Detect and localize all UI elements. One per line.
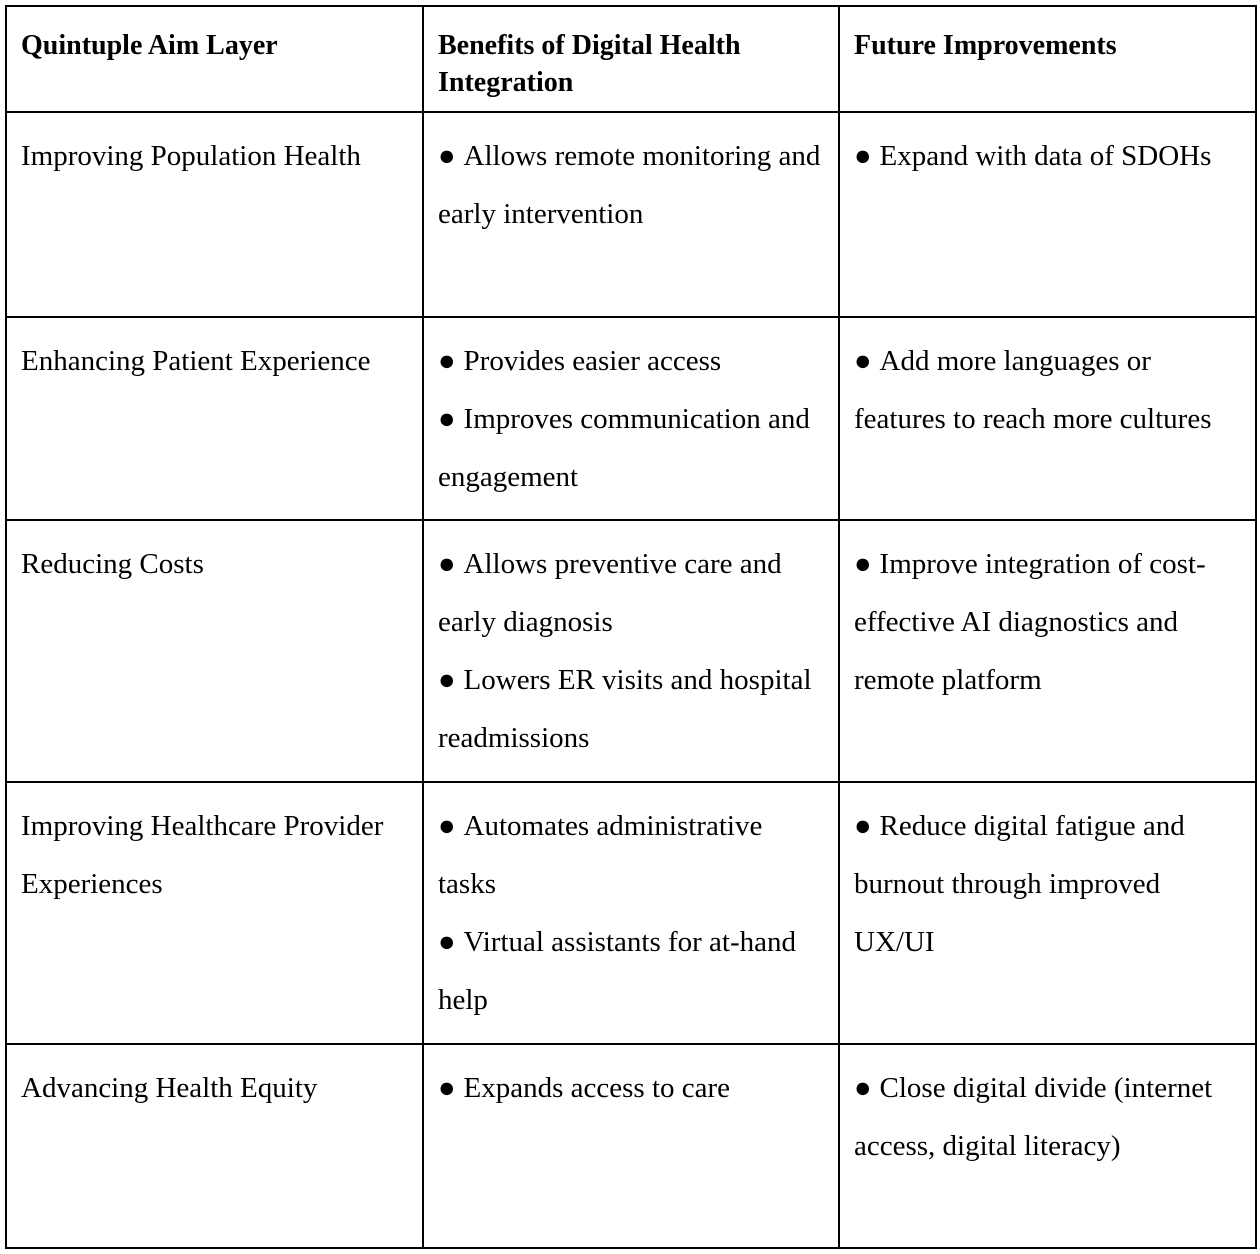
bullet-icon: ● (438, 548, 456, 580)
benefits-cell (423, 1044, 839, 1248)
bullet-icon: ● (438, 810, 456, 842)
table-row (6, 1044, 1256, 1248)
bullet-icon: ● (854, 345, 872, 377)
benefit-item: ● Allows remote monitoring and early intervention (438, 140, 821, 230)
bullet-icon: ● (438, 345, 456, 377)
improvement-item: ● Reduce digital fatigue and burnout through improved UX/UI (854, 810, 1185, 958)
benefit-item: ● Automates administrative tasks (438, 810, 763, 900)
bullet-icon: ● (854, 548, 872, 580)
table-header-row (6, 6, 1256, 112)
layer-cell: Reducing Costs (6, 520, 423, 782)
benefit-item: ● Allows preventive care and early diagnosis (438, 548, 782, 638)
benefit-item: ● Expands access to care (438, 1072, 731, 1104)
benefits-cell (423, 112, 839, 317)
benefit-item: ● Provides easier access (438, 345, 722, 377)
bullet-icon: ● (854, 810, 872, 842)
improvement-item: ● Improve integration of cost-effective AI diagnostics and remote platform (854, 548, 1206, 696)
header-quintuple-aim-layer: Quintuple Aim Layer (6, 6, 423, 112)
bullet-icon: ● (438, 926, 456, 958)
benefits-cell (423, 317, 839, 520)
benefit-item: ● Improves communication and engagement (438, 403, 810, 493)
header-future-improvements: Future Improvements (839, 6, 1256, 112)
header-benefits: Benefits of Digital Health Integration (423, 6, 839, 112)
table-row (6, 317, 1256, 520)
bullet-icon: ● (854, 140, 872, 172)
improvement-item: ● Expand with data of SDOHs (854, 140, 1212, 172)
improvement-item: ● Close digital divide (internet access, digital literacy) (854, 1072, 1213, 1162)
benefit-item: ● Virtual assistants for at-hand help (438, 926, 797, 1016)
quintuple-aim-table (5, 5, 1257, 1249)
layer-cell: Improving Population Health (6, 112, 423, 317)
bullet-icon: ● (854, 1072, 872, 1104)
improvement-item: ● Add more languages or features to reach more cultures (854, 345, 1212, 435)
table-row (6, 782, 1256, 1044)
improvements-cell (839, 112, 1256, 317)
improvements-cell (839, 317, 1256, 520)
improvements-cell (839, 782, 1256, 1044)
layer-cell: Improving Healthcare Provider Experiences (6, 782, 423, 1044)
benefits-cell (423, 520, 839, 782)
table-row (6, 112, 1256, 317)
bullet-icon: ● (438, 140, 456, 172)
benefits-cell (423, 782, 839, 1044)
layer-cell: Enhancing Patient Experience (6, 317, 423, 520)
benefit-item: ● Lowers ER visits and hospital readmissions (438, 664, 812, 754)
bullet-icon: ● (438, 1072, 456, 1104)
improvements-cell (839, 520, 1256, 782)
layer-cell: Advancing Health Equity (6, 1044, 423, 1248)
improvements-cell (839, 1044, 1256, 1248)
bullet-icon: ● (438, 664, 456, 696)
bullet-icon: ● (438, 403, 456, 435)
table-row (6, 520, 1256, 782)
